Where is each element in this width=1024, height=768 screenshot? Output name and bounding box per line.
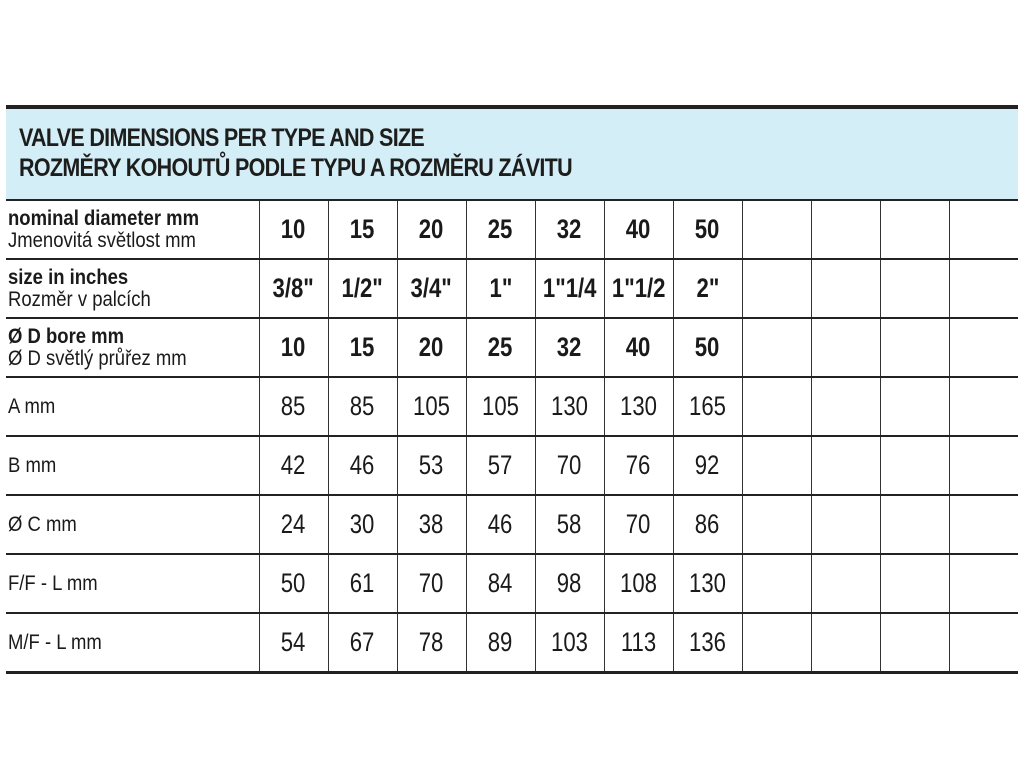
- table-cell: [466, 259, 535, 318]
- table-cell: [466, 436, 535, 495]
- cell-value: 78: [419, 627, 444, 657]
- cell-value: 50: [695, 332, 720, 362]
- cell-value: 70: [626, 509, 651, 539]
- cell-value: 15: [350, 332, 375, 362]
- cell-value: 1/2": [341, 273, 384, 303]
- table-cell: [604, 200, 673, 259]
- table-cell: [811, 200, 880, 259]
- table-cell: [880, 554, 949, 613]
- table-cell: [811, 377, 880, 436]
- table-cell: [535, 495, 604, 554]
- table-cell: [673, 554, 742, 613]
- cell-value: 25: [488, 214, 513, 244]
- table-cell: [742, 259, 811, 318]
- table-cell: [397, 377, 466, 436]
- table-cell: [259, 436, 328, 495]
- table-cell: [397, 200, 466, 259]
- row-label: [6, 495, 259, 554]
- row-label: [6, 377, 259, 436]
- cell-value: 130: [689, 568, 726, 598]
- table-cell: [742, 436, 811, 495]
- cell-value: 50: [695, 214, 720, 244]
- table-cell: [742, 613, 811, 673]
- table-cell: [949, 318, 1018, 377]
- table-cell: [466, 554, 535, 613]
- cell-value: 20: [419, 332, 444, 362]
- table-cell: [466, 613, 535, 673]
- cell-value: 46: [350, 450, 375, 480]
- valve-dimensions-sheet: [6, 105, 1018, 674]
- table-cell: [673, 495, 742, 554]
- cell-value: 130: [620, 391, 657, 421]
- row-label: [6, 200, 259, 259]
- dimensions-table: [6, 199, 1018, 674]
- table-cell: [397, 318, 466, 377]
- cell-value: 1"1/4: [542, 273, 597, 303]
- table-cell: [880, 613, 949, 673]
- cell-value: 67: [350, 627, 375, 657]
- table-cell: [535, 436, 604, 495]
- row-label-english: Ø D bore mm: [8, 324, 125, 348]
- table-row: [6, 259, 1018, 318]
- cell-value: 165: [689, 391, 726, 421]
- table-cell: [949, 436, 1018, 495]
- cell-value: 130: [551, 391, 588, 421]
- table-cell: [328, 318, 397, 377]
- table-cell: [259, 200, 328, 259]
- table-cell: [811, 613, 880, 673]
- cell-value: 105: [413, 391, 450, 421]
- table-cell: [811, 259, 880, 318]
- table-cell: [742, 318, 811, 377]
- cell-value: 98: [557, 568, 582, 598]
- table-cell: [328, 436, 397, 495]
- table-cell: [811, 554, 880, 613]
- cell-value: 76: [626, 450, 651, 480]
- row-label: [6, 318, 259, 377]
- table-cell: [259, 259, 328, 318]
- table-cell: [604, 377, 673, 436]
- cell-value: 103: [551, 627, 588, 657]
- row-label-text: F/F - L mm: [8, 571, 98, 595]
- table-cell: [949, 613, 1018, 673]
- row-label-czech: Rozměr v palcích: [8, 287, 151, 311]
- cell-value: 86: [695, 509, 720, 539]
- cell-value: 20: [419, 214, 444, 244]
- table-cell: [535, 377, 604, 436]
- table-cell: [673, 436, 742, 495]
- table-cell: [328, 200, 397, 259]
- table-cell: [604, 259, 673, 318]
- row-label-text: B mm: [8, 453, 57, 477]
- cell-value: 40: [626, 214, 651, 244]
- table-cell: [397, 554, 466, 613]
- table-cell: [328, 613, 397, 673]
- table-cell: [880, 259, 949, 318]
- row-label-text: A mm: [8, 394, 56, 418]
- table-cell: [397, 259, 466, 318]
- table-cell: [259, 377, 328, 436]
- table-cell: [328, 495, 397, 554]
- cell-value: 105: [482, 391, 519, 421]
- cell-value: 89: [488, 627, 513, 657]
- cell-value: 32: [557, 214, 582, 244]
- row-label-english: nominal diameter mm: [8, 206, 200, 230]
- cell-value: 3/8": [272, 273, 315, 303]
- cell-value: 61: [350, 568, 375, 598]
- cell-value: 10: [281, 214, 306, 244]
- table-row: [6, 495, 1018, 554]
- table-cell: [259, 613, 328, 673]
- cell-value: 40: [626, 332, 651, 362]
- table-cell: [949, 495, 1018, 554]
- cell-value: 136: [689, 627, 726, 657]
- table-cell: [259, 318, 328, 377]
- cell-value: 2": [696, 273, 719, 303]
- table-cell: [949, 200, 1018, 259]
- table-cell: [811, 436, 880, 495]
- cell-value: 84: [488, 568, 513, 598]
- table-cell: [535, 200, 604, 259]
- table-row: [6, 554, 1018, 613]
- cell-value: 1": [489, 273, 512, 303]
- table-cell: [604, 613, 673, 673]
- table-cell: [466, 200, 535, 259]
- table-cell: [604, 318, 673, 377]
- cell-value: 24: [281, 509, 306, 539]
- table-cell: [466, 495, 535, 554]
- table-cell: [811, 318, 880, 377]
- row-label: [6, 436, 259, 495]
- cell-value: 10: [281, 332, 306, 362]
- cell-value: 92: [695, 450, 720, 480]
- table-row: [6, 436, 1018, 495]
- cell-value: 113: [620, 627, 657, 657]
- table-cell: [535, 613, 604, 673]
- table-cell: [880, 200, 949, 259]
- table-cell: [535, 318, 604, 377]
- cell-value: 25: [488, 332, 513, 362]
- cell-value: 57: [488, 450, 513, 480]
- table-cell: [673, 613, 742, 673]
- cell-value: 30: [350, 509, 375, 539]
- table-cell: [535, 554, 604, 613]
- table-cell: [811, 495, 880, 554]
- cell-value: 1"1/2: [611, 273, 666, 303]
- table-cell: [673, 377, 742, 436]
- table-cell: [604, 495, 673, 554]
- title-banner: [6, 109, 1018, 199]
- cell-value: 70: [419, 568, 444, 598]
- table-cell: [259, 495, 328, 554]
- title-english: VALVE DIMENSIONS PER TYPE AND SIZE: [19, 124, 425, 152]
- row-label-text: M/F - L mm: [8, 630, 102, 654]
- table-cell: [880, 377, 949, 436]
- table-cell: [949, 259, 1018, 318]
- table-cell: [466, 318, 535, 377]
- cell-value: 70: [557, 450, 582, 480]
- table-cell: [742, 377, 811, 436]
- table-row: [6, 200, 1018, 259]
- cell-value: 32: [557, 332, 582, 362]
- cell-value: 85: [281, 391, 306, 421]
- cell-value: 53: [419, 450, 444, 480]
- row-label-text: Ø C mm: [8, 512, 77, 536]
- table-cell: [880, 495, 949, 554]
- table-cell: [328, 259, 397, 318]
- table-cell: [397, 613, 466, 673]
- cell-value: 15: [350, 214, 375, 244]
- row-label: [6, 259, 259, 318]
- cell-value: 46: [488, 509, 513, 539]
- row-label: [6, 554, 259, 613]
- table-cell: [742, 554, 811, 613]
- cell-value: 85: [350, 391, 375, 421]
- table-cell: [604, 554, 673, 613]
- table-cell: [673, 259, 742, 318]
- table-cell: [328, 554, 397, 613]
- table-cell: [397, 495, 466, 554]
- table-cell: [604, 436, 673, 495]
- row-label: [6, 613, 259, 673]
- table-cell: [880, 436, 949, 495]
- table-cell: [673, 318, 742, 377]
- table-row: [6, 318, 1018, 377]
- table-cell: [328, 377, 397, 436]
- table-row: [6, 377, 1018, 436]
- table-cell: [949, 554, 1018, 613]
- table-cell: [949, 377, 1018, 436]
- table-cell: [742, 495, 811, 554]
- table-cell: [535, 259, 604, 318]
- table-cell: [259, 554, 328, 613]
- title-czech: ROZMĚRY KOHOUTŮ PODLE TYPU A ROZMĚRU ZÁVITU: [19, 154, 572, 182]
- cell-value: 42: [281, 450, 306, 480]
- table-cell: [466, 377, 535, 436]
- table-cell: [397, 436, 466, 495]
- table-cell: [673, 200, 742, 259]
- row-label-czech: Jmenovitá světlost mm: [8, 228, 196, 252]
- cell-value: 3/4": [410, 273, 453, 303]
- cell-value: 54: [281, 627, 306, 657]
- cell-value: 50: [281, 568, 306, 598]
- cell-value: 108: [620, 568, 657, 598]
- cell-value: 38: [419, 509, 444, 539]
- table-cell: [880, 318, 949, 377]
- table-row: [6, 613, 1018, 673]
- row-label-english: size in inches: [8, 265, 129, 289]
- table-cell: [742, 200, 811, 259]
- row-label-czech: Ø D světlý průřez mm: [8, 346, 187, 370]
- cell-value: 58: [557, 509, 582, 539]
